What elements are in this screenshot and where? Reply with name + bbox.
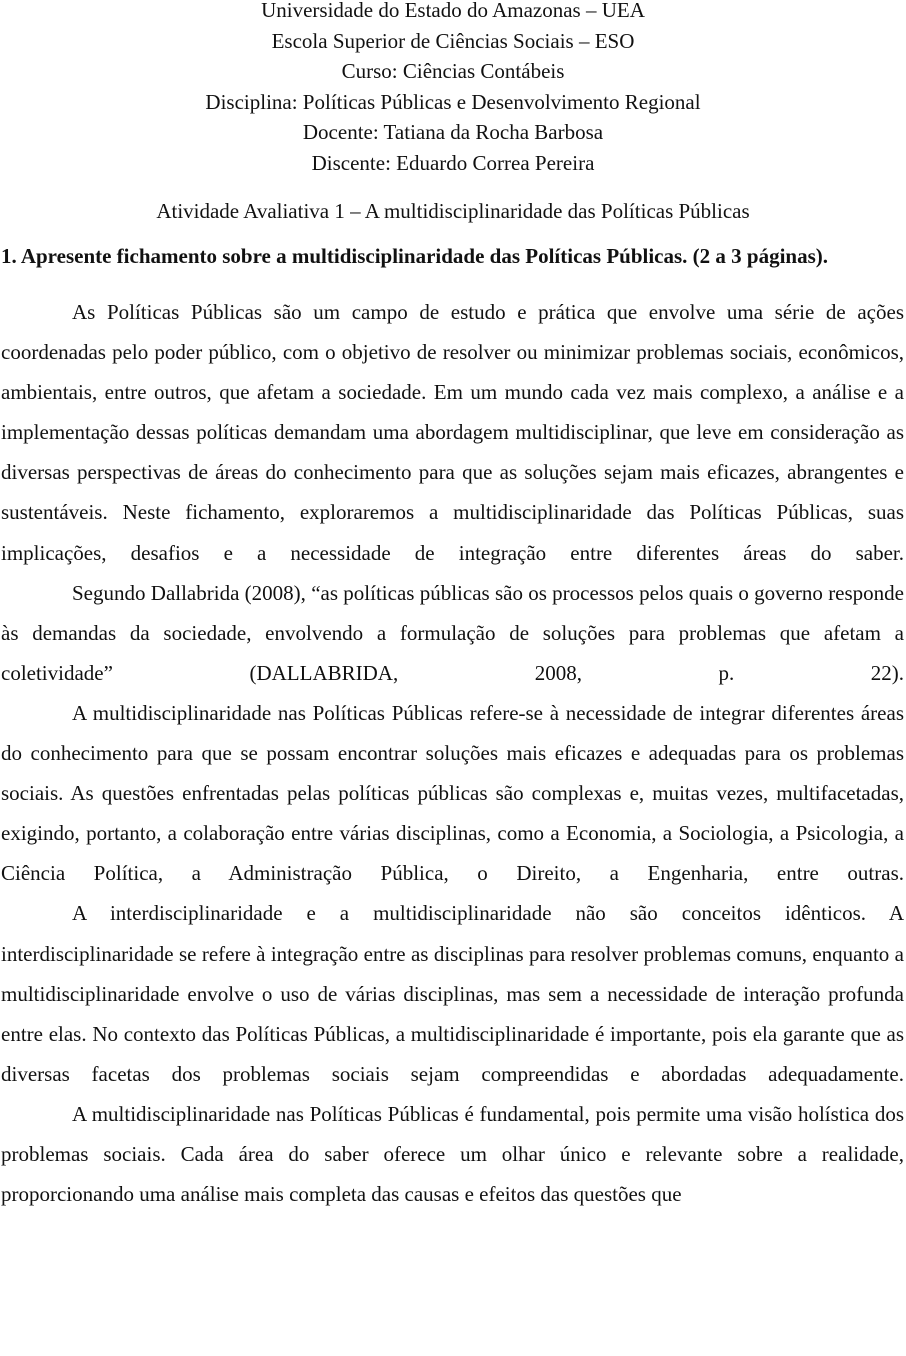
paragraph-citation: Segundo Dallabrida (2008), “as políticas públicas são os processos pelos quais o governo responde às demandas da sociedade, envolvendo a formulação de soluções para problemas que afetam a coletividade” (DALLABRIDA, 2008, p. 22). — [1, 580, 904, 685]
paragraph-holistic-view: A multidisciplinaridade nas Políticas Públicas é fundamental, pois permite uma visão holística dos problemas sociais. Cada área do saber oferece um olhar único e relevante sobre a realidade, proporcionando uma análise mais completa das causas e efeitos das questões que — [1, 1101, 904, 1207]
course-name: Curso: Ciências Contábeis — [341, 59, 565, 83]
document-header — [0, 0, 906, 178]
question-heading: 1. Apresente fichamento sobre a multidisciplinaridade das Políticas Públicas. (2 a 3 páginas). — [1, 244, 829, 268]
paragraph-introduction: As Políticas Públicas são um campo de estudo e prática que envolve uma série de ações coordenadas pelo poder público, com o objetivo de resolver ou minimizar problemas sociais, econômicos, ambientais, entre outros, que afetam a sociedade. Em um mundo cada vez mais complexo, a análise e a implementação dessas políticas demandam uma abordagem multidisciplinar, que leve em consideração as diversas perspectivas de áreas do conhecimento para que as soluções sejam mais eficazes, abrangentes e sustentáveis. Neste fichamento, exploraremos a multidisciplinaridade das Políticas Públicas, suas implicações, desafios e a necessidade de integração entre diferentes áreas do saber. — [1, 300, 904, 565]
paragraph-interdisciplinarity-comparison: A interdisciplinaridade e a multidisciplinaridade não são conceitos idênticos. A interdisciplinaridade se refere à integração entre as disciplinas para resolver problemas comuns, enquanto a multidisciplinaridade envolve o uso de várias disciplinas, mas sem a necessidade de interação profunda entre elas. No contexto das Políticas Públicas, a multidisciplinaridade é importante, pois ela garante que as diversas facetas dos problemas sociais sejam compreendidas e abordadas adequadamente. — [1, 901, 904, 1086]
body-text — [0, 292, 906, 1214]
teacher-name: Docente: Tatiana da Rocha Barbosa — [302, 120, 604, 144]
discipline-name: Disciplina: Políticas Públicas e Desenvolvimento Regional — [205, 89, 701, 114]
student-name: Discente: Eduardo Correa Pereira — [311, 150, 595, 175]
school-name: Escola Superior de Ciências Sociais – ESO — [271, 28, 635, 53]
university-name: Universidade do Estado do Amazonas – UEA — [261, 0, 645, 22]
activity-title: Atividade Avaliativa 1 – A multidisciplinaridade das Políticas Públicas — [156, 199, 750, 223]
paragraph-multidisciplinarity-definition: A multidisciplinaridade nas Políticas Públicas refere-se à necessidade de integrar diferentes áreas do conhecimento para que se possam encontrar soluções mais eficazes e adequadas para os problemas sociais. As questões enfrentadas pelas políticas públicas são complexas e, muitas vezes, multifacetadas, exigindo, portanto, a colaboração entre várias disciplinas, como a Economia, a Sociologia, a Psicologia, a Ciência Política, a Administração Pública, o Direito, a Engenharia, entre outras. — [1, 700, 904, 886]
